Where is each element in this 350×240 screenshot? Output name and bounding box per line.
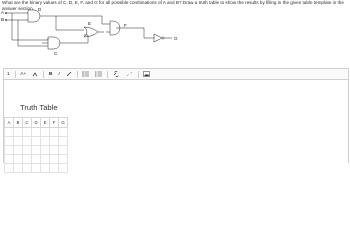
label-g: G	[174, 36, 178, 41]
toolbar-divider	[138, 71, 139, 78]
truth-table-cell[interactable]	[5, 128, 14, 137]
truth-table-body	[5, 128, 68, 173]
label-f: F	[124, 23, 127, 28]
header-g: G	[59, 118, 68, 128]
label-c: C	[54, 51, 58, 56]
text-style-icon	[32, 72, 38, 77]
link-button[interactable]	[110, 69, 123, 79]
truth-table-cell[interactable]	[23, 164, 32, 173]
header-a: A	[5, 118, 14, 128]
label-d: D	[38, 8, 42, 12]
truth-table-cell[interactable]	[50, 155, 59, 164]
label-a: A	[1, 10, 5, 15]
header-b: B	[14, 118, 23, 128]
not-bubble	[162, 37, 164, 39]
truth-table-row	[5, 137, 68, 146]
truth-table	[4, 117, 68, 173]
truth-table-cell[interactable]	[32, 164, 41, 173]
truth-table-header-row	[5, 118, 68, 128]
truth-table-row	[5, 155, 68, 164]
bold-button[interactable]: B	[48, 71, 53, 77]
truth-table-cell[interactable]	[5, 155, 14, 164]
truth-table-cell[interactable]	[23, 146, 32, 155]
image-button[interactable]	[140, 69, 153, 79]
italic-button[interactable]: I	[58, 71, 60, 77]
text-style-dropdown[interactable]	[29, 69, 41, 79]
truth-table-cell[interactable]	[5, 164, 14, 173]
circuit-wires	[6, 13, 172, 46]
numbered-list-icon	[95, 71, 102, 77]
unlink-button[interactable]	[123, 69, 136, 79]
truth-table-cell[interactable]	[32, 137, 41, 146]
toolbar-divider	[107, 71, 108, 78]
toolbar-divider	[15, 71, 16, 78]
label-b: B	[1, 17, 5, 22]
paragraph-label: 1	[7, 71, 10, 77]
truth-table-cell[interactable]	[23, 155, 32, 164]
truth-table-cell[interactable]	[50, 164, 59, 173]
truth-table-cell[interactable]	[50, 137, 59, 146]
truth-table-cell[interactable]	[59, 155, 68, 164]
truth-table-cell[interactable]	[23, 137, 32, 146]
truth-table-cell[interactable]	[59, 146, 68, 155]
toolbar-divider	[77, 71, 78, 78]
toolbar-divider	[43, 71, 44, 78]
truth-table-cell[interactable]	[14, 128, 23, 137]
gate-c-and	[48, 37, 60, 49]
bullet-list-icon	[82, 71, 89, 77]
truth-table-cell[interactable]	[41, 137, 50, 146]
truth-table-cell[interactable]	[14, 137, 23, 146]
unlink-icon	[126, 71, 133, 77]
truth-table-cell[interactable]	[41, 128, 50, 137]
numbered-list-button[interactable]	[92, 69, 105, 79]
logic-circuit-diagram	[0, 8, 180, 58]
truth-table-row	[5, 146, 68, 155]
paragraph-dropdown[interactable]	[4, 69, 13, 79]
truth-table-row	[5, 128, 68, 137]
truth-table-cell[interactable]	[5, 137, 14, 146]
font-size-plus: +	[23, 71, 27, 77]
pen-icon	[66, 71, 72, 77]
gate-e-or	[84, 27, 98, 37]
header-c: C	[23, 118, 32, 128]
truth-table-cell[interactable]	[14, 146, 23, 155]
header-f: F	[50, 118, 59, 128]
truth-table-cell[interactable]	[32, 155, 41, 164]
truth-table-cell[interactable]	[32, 128, 41, 137]
truth-table-cell[interactable]	[32, 146, 41, 155]
header-e: E	[41, 118, 50, 128]
truth-table-cell[interactable]	[14, 155, 23, 164]
link-icon	[113, 71, 120, 77]
truth-table-cell[interactable]	[41, 164, 50, 173]
label-e: E	[88, 21, 92, 26]
truth-table-cell[interactable]	[59, 164, 68, 173]
image-icon	[143, 71, 150, 77]
truth-table-cell[interactable]	[41, 146, 50, 155]
question-text: What are the binary values of C, D, E, F, and G for all possible combinations of A and B? Draw a truth table to show the results by filling in the given table template in the answer section.	[2, 0, 344, 11]
bullet-list-button[interactable]	[79, 69, 92, 79]
truth-table-cell[interactable]	[59, 137, 68, 146]
font-size-dropdown[interactable]	[17, 69, 29, 79]
text-color-button[interactable]	[63, 69, 75, 79]
truth-table-cell[interactable]	[5, 146, 14, 155]
header-d: D	[32, 118, 41, 128]
truth-table-cell[interactable]	[14, 164, 23, 173]
truth-table-cell[interactable]	[50, 128, 59, 137]
font-size-label: A	[20, 71, 24, 77]
truth-table-cell[interactable]	[50, 146, 59, 155]
truth-table-row	[5, 164, 68, 173]
gate-g-not	[154, 34, 162, 42]
truth-table-cell[interactable]	[23, 128, 32, 137]
truth-table-cell[interactable]	[41, 155, 50, 164]
truth-table-title: Truth Table	[20, 103, 58, 112]
truth-table-cell[interactable]	[59, 128, 68, 137]
